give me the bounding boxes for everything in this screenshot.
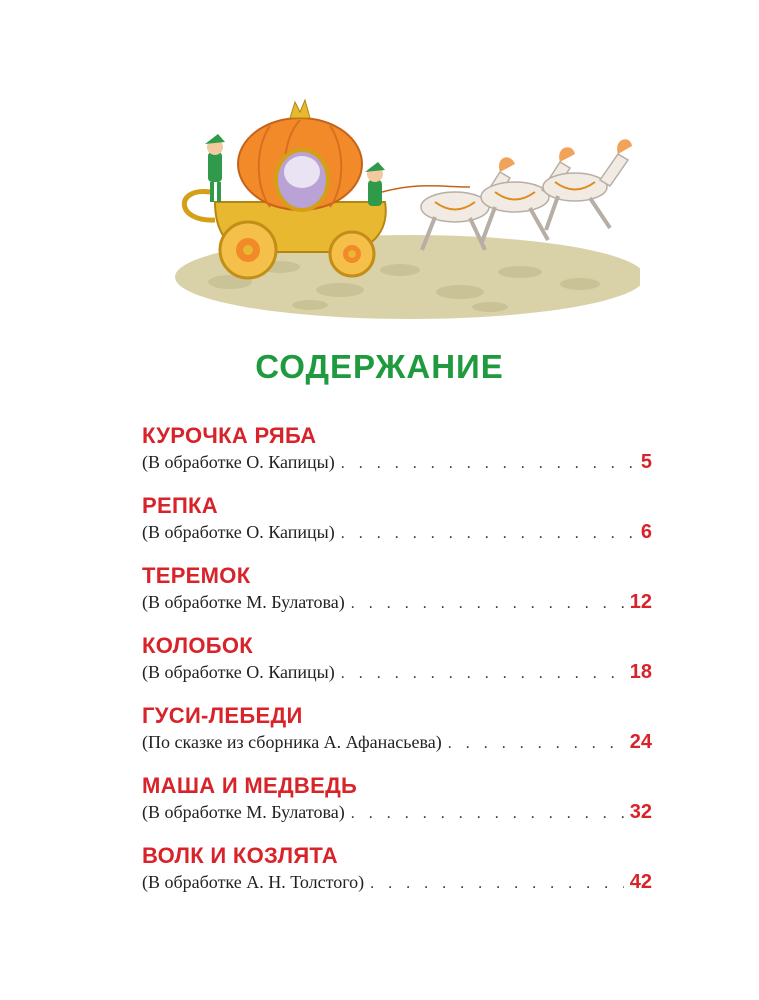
toc-page-number: 32 xyxy=(629,801,652,823)
toc-entry-subtitle: (В обработке А. Н. Толстого) xyxy=(142,872,365,892)
toc-page-number: 42 xyxy=(629,871,652,893)
toc-entry-subtitle: (В обработке М. Булатова) xyxy=(142,802,345,822)
toc-entry[interactable] xyxy=(142,492,652,562)
dot-leader xyxy=(341,452,635,476)
toc-entry[interactable] xyxy=(142,772,652,842)
dot-leader xyxy=(351,592,624,616)
toc-page-number: 5 xyxy=(640,451,652,473)
dot-leader xyxy=(370,872,624,896)
toc-entry-title: РЕПКА xyxy=(142,493,218,518)
toc-entry[interactable] xyxy=(142,842,652,912)
toc-entry[interactable] xyxy=(142,562,652,632)
toc-entry[interactable] xyxy=(142,422,652,492)
toc-entry-title: ТЕРЕМОК xyxy=(142,563,251,588)
carriage-wheel-front xyxy=(330,232,374,276)
dot-leader xyxy=(341,662,624,686)
dot-leader xyxy=(341,522,635,546)
toc-entry-title: ВОЛК И КОЗЛЯТА xyxy=(142,843,338,868)
dot-leader xyxy=(351,802,624,826)
toc-page-number: 12 xyxy=(629,591,652,613)
carriage-illustration xyxy=(170,92,640,322)
carriage-wheel-back xyxy=(220,222,276,278)
toc-entry-title: КУРОЧКА РЯБА xyxy=(142,423,317,448)
toc-entry-title: ГУСИ-ЛЕБЕДИ xyxy=(142,703,303,728)
toc-entry[interactable] xyxy=(142,632,652,702)
table-of-contents xyxy=(142,422,652,912)
toc-entry-subtitle: (В обработке О. Капицы) xyxy=(142,662,335,682)
coachman xyxy=(365,162,385,206)
toc-page-number: 6 xyxy=(640,521,652,543)
dot-leader xyxy=(448,732,624,756)
horses xyxy=(421,139,632,250)
toc-page-number: 24 xyxy=(629,731,652,753)
toc-entry-title: КОЛОБОК xyxy=(142,633,253,658)
toc-entry-subtitle: (В обработке О. Капицы) xyxy=(142,522,335,542)
toc-entry-subtitle: (В обработке О. Капицы) xyxy=(142,452,335,472)
toc-page-number: 18 xyxy=(629,661,652,683)
page-title: СОДЕРЖАНИЕ xyxy=(255,348,504,385)
toc-entry[interactable] xyxy=(142,702,652,772)
toc-entry-subtitle: (По сказке из сборника А. Афанасьева) xyxy=(142,732,442,752)
toc-entry-subtitle: (В обработке М. Булатова) xyxy=(142,592,345,612)
toc-entry-title: МАША И МЕДВЕДЬ xyxy=(142,773,358,798)
